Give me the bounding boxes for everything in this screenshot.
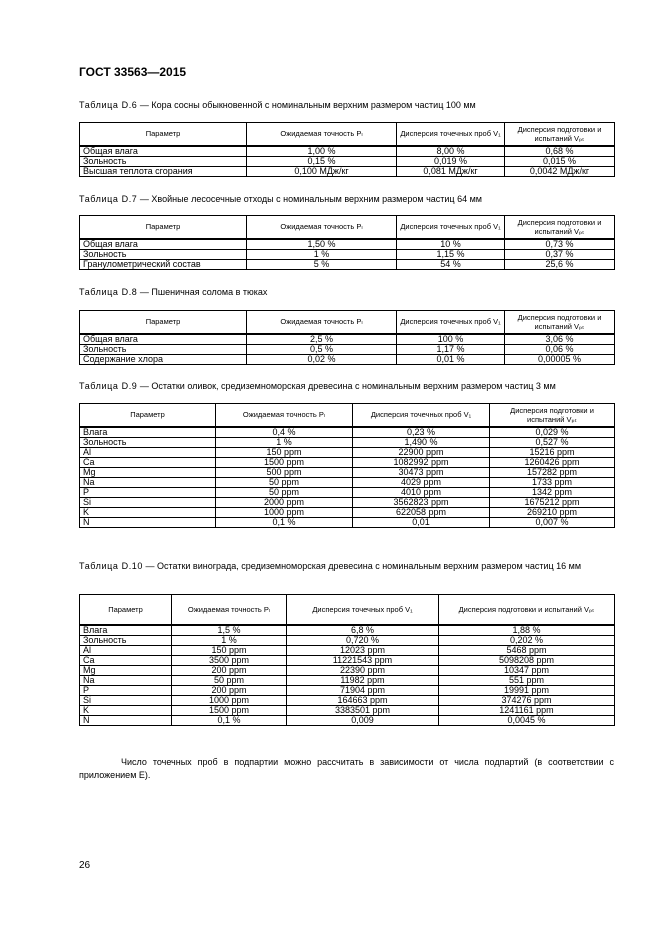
value-cell: 15216 ppm [490, 447, 615, 457]
value-cell: 1500 ppm [216, 457, 353, 467]
table-row [80, 635, 615, 645]
value-cell: 269210 ppm [490, 507, 615, 517]
parameter-cell: Si [80, 695, 172, 705]
table-d9 [79, 403, 615, 528]
table-row [80, 517, 615, 527]
parameter-cell: Влага [80, 625, 172, 636]
table-row [80, 146, 615, 157]
value-cell: 1,490 % [353, 437, 490, 447]
parameter-cell: P [80, 685, 172, 695]
table-d6 [79, 122, 615, 177]
header-cell: Параметр [80, 311, 247, 334]
header-cell: Дисперсия точечных проб V₁ [287, 595, 439, 625]
value-cell: 0,01 % [397, 354, 505, 364]
value-cell: 0,019 % [397, 156, 505, 166]
value-cell: 0,720 % [287, 635, 439, 645]
header-cell: Параметр [80, 404, 216, 427]
value-cell: 200 ppm [172, 665, 287, 675]
value-cell: 54 % [397, 259, 505, 269]
parameter-cell: N [80, 517, 216, 527]
value-cell: 11982 ppm [287, 675, 439, 685]
header-cell: Параметр [80, 216, 247, 239]
value-cell: 1260426 ppm [490, 457, 615, 467]
value-cell: 1000 ppm [216, 507, 353, 517]
table-row [80, 239, 615, 250]
header-cell: Дисперсия подготовки и испытаний Vₚₜ [439, 595, 615, 625]
value-cell: 500 ppm [216, 467, 353, 477]
parameter-cell: Ca [80, 655, 172, 665]
table-row [80, 334, 615, 345]
table-d7-title: — Хвойные лесосечные отходы с номинальным верхним размером частиц 64 мм [137, 194, 482, 204]
value-cell: 0,00005 % [505, 354, 615, 364]
value-cell: 1,50 % [247, 239, 397, 250]
header-cell: Дисперсия точечных проб V₁ [353, 404, 490, 427]
value-cell: 3562823 ppm [353, 497, 490, 507]
table-row [80, 715, 615, 725]
table-d8-label: Таблица D.8 [79, 287, 138, 297]
value-cell: 1342 ppm [490, 487, 615, 497]
value-cell: 0,37 % [505, 249, 615, 259]
value-cell: 1733 ppm [490, 477, 615, 487]
value-cell: 0,007 % [490, 517, 615, 527]
table-d9-title: — Остатки оливок, средиземноморская древесина с номинальным верхним размером частиц 3 мм [137, 381, 556, 391]
header-cell: Дисперсия подготовки и испытаний Vₚₜ [490, 404, 615, 427]
table-row [80, 625, 615, 636]
value-cell: 5098208 ppm [439, 655, 615, 665]
value-cell: 0,527 % [490, 437, 615, 447]
parameter-cell: Зольность [80, 249, 247, 259]
parameter-cell: Ca [80, 457, 216, 467]
value-cell: 0,73 % [505, 239, 615, 250]
parameter-cell: Зольность [80, 344, 247, 354]
value-cell: 2,5 % [247, 334, 397, 345]
header-cell: Ожидаемая точность Pₗ [216, 404, 353, 427]
value-cell: 11221543 ppm [287, 655, 439, 665]
table-row [80, 354, 615, 364]
header-cell: Параметр [80, 595, 172, 625]
value-cell: 200 ppm [172, 685, 287, 695]
value-cell: 0,5 % [247, 344, 397, 354]
table-d7-caption [79, 194, 482, 205]
table-row [80, 685, 615, 695]
table-d6-caption [79, 100, 476, 111]
table-row [80, 457, 615, 467]
document-header: ГОСТ 33563—2015 [79, 65, 187, 79]
header-cell: Дисперсия подготовки и испытаний Vₚₜ [505, 216, 615, 239]
table-row [80, 467, 615, 477]
value-cell: 2000 ppm [216, 497, 353, 507]
value-cell: 3,06 % [505, 334, 615, 345]
value-cell: 0,06 % [505, 344, 615, 354]
value-cell: 0,009 [287, 715, 439, 725]
header-cell: Дисперсия точечных проб V₁ [397, 216, 505, 239]
value-cell: 30473 ppm [353, 467, 490, 477]
value-cell: 1,5 % [172, 625, 287, 636]
parameter-cell: Содержание хлора [80, 354, 247, 364]
table-row [80, 249, 615, 259]
table-row [80, 705, 615, 715]
value-cell: 8,00 % [397, 146, 505, 157]
table-header-row [80, 123, 615, 146]
value-cell: 0,0042 МДж/кг [505, 166, 615, 176]
header-cell: Дисперсия точечных проб V₁ [397, 123, 505, 146]
value-cell: 0,1 % [216, 517, 353, 527]
value-cell: 150 ppm [172, 645, 287, 655]
parameter-cell: Гранулометрический состав [80, 259, 247, 269]
value-cell: 1082992 ppm [353, 457, 490, 467]
header-cell: Ожидаемая точность Pₗ [247, 216, 397, 239]
parameter-cell: Na [80, 477, 216, 487]
value-cell: 164663 ppm [287, 695, 439, 705]
value-cell: 5 % [247, 259, 397, 269]
value-cell: 1500 ppm [172, 705, 287, 715]
value-cell: 5468 ppm [439, 645, 615, 655]
value-cell: 622058 ppm [353, 507, 490, 517]
table-d6-label: Таблица D.6 [79, 100, 138, 110]
value-cell: 10 % [397, 239, 505, 250]
value-cell: 0,01 [353, 517, 490, 527]
parameter-cell: Общая влага [80, 239, 247, 250]
value-cell: 0,0045 % [439, 715, 615, 725]
table-row [80, 695, 615, 705]
table-row [80, 507, 615, 517]
parameter-cell: Общая влага [80, 146, 247, 157]
parameter-cell: N [80, 715, 172, 725]
table-d6-title: — Кора сосны обыкновенной с номинальным верхним размером частиц 100 мм [137, 100, 476, 110]
value-cell: 3500 ppm [172, 655, 287, 665]
value-cell: 1,00 % [247, 146, 397, 157]
value-cell: 0,081 МДж/кг [397, 166, 505, 176]
parameter-cell: Al [80, 447, 216, 457]
header-cell: Дисперсия подготовки и испытаний Vₚₜ [505, 311, 615, 334]
page-number: 26 [79, 860, 91, 871]
value-cell: 71904 ppm [287, 685, 439, 695]
value-cell: 0,029 % [490, 427, 615, 438]
value-cell: 0,4 % [216, 427, 353, 438]
table-row [80, 477, 615, 487]
table-row [80, 437, 615, 447]
value-cell: 1241161 ppm [439, 705, 615, 715]
table-d8 [79, 310, 615, 365]
value-cell: 0,02 % [247, 354, 397, 364]
value-cell: 1,88 % [439, 625, 615, 636]
value-cell: 1 % [216, 437, 353, 447]
table-row [80, 487, 615, 497]
value-cell: 19991 ppm [439, 685, 615, 695]
parameter-cell: Al [80, 645, 172, 655]
table-row [80, 497, 615, 507]
table-header-row [80, 595, 615, 625]
value-cell: 22900 ppm [353, 447, 490, 457]
table-row [80, 645, 615, 655]
value-cell: 1,17 % [397, 344, 505, 354]
value-cell: 0,68 % [505, 146, 615, 157]
value-cell: 12023 ppm [287, 645, 439, 655]
value-cell: 0,015 % [505, 156, 615, 166]
table-d8-title: — Пшеничная солома в тюках [137, 287, 268, 297]
parameter-cell: K [80, 705, 172, 715]
value-cell: 1 % [172, 635, 287, 645]
header-cell: Ожидаемая точность Pₗ [247, 311, 397, 334]
value-cell: 1,15 % [397, 249, 505, 259]
value-cell: 0,15 % [247, 156, 397, 166]
parameter-cell: Mg [80, 467, 216, 477]
value-cell: 25,6 % [505, 259, 615, 269]
table-row [80, 166, 615, 176]
value-cell: 0,202 % [439, 635, 615, 645]
parameter-cell: Зольность [80, 156, 247, 166]
table-d10-title: — Остатки винограда, средиземноморская древесина с номинальным верхним размером частиц 16 мм [143, 561, 582, 571]
parameter-cell: Mg [80, 665, 172, 675]
value-cell: 0,1 % [172, 715, 287, 725]
value-cell: 3383501 ppm [287, 705, 439, 715]
header-cell: Параметр [80, 123, 247, 146]
header-cell: Дисперсия точечных проб V₁ [397, 311, 505, 334]
header-cell: Ожидаемая точность Pₗ [247, 123, 397, 146]
table-d10-label: Таблица D.10 [79, 561, 143, 571]
value-cell: 6,8 % [287, 625, 439, 636]
value-cell: 150 ppm [216, 447, 353, 457]
parameter-cell: P [80, 487, 216, 497]
value-cell: 50 ppm [216, 477, 353, 487]
value-cell: 0,100 МДж/кг [247, 166, 397, 176]
value-cell: 374276 ppm [439, 695, 615, 705]
table-header-row [80, 216, 615, 239]
value-cell: 50 ppm [172, 675, 287, 685]
value-cell: 100 % [397, 334, 505, 345]
value-cell: 551 ppm [439, 675, 615, 685]
table-row [80, 259, 615, 269]
value-cell: 22390 ppm [287, 665, 439, 675]
table-d10 [79, 594, 615, 726]
value-cell: 0,23 % [353, 427, 490, 438]
table-d7-label: Таблица D.7 [79, 194, 138, 204]
value-cell: 50 ppm [216, 487, 353, 497]
table-d8-caption [79, 287, 267, 298]
parameter-cell: Na [80, 675, 172, 685]
value-cell: 4010 ppm [353, 487, 490, 497]
parameter-cell: Влага [80, 427, 216, 438]
table-row [80, 427, 615, 438]
table-row [80, 655, 615, 665]
table-row [80, 665, 615, 675]
table-row [80, 675, 615, 685]
table-d10-caption [79, 561, 614, 572]
value-cell: 10347 ppm [439, 665, 615, 675]
parameter-cell: Высшая теплота сгорания [80, 166, 247, 176]
body-paragraph: Число точечных проб в подпартии можно рассчитать в зависимости от числа подпартий (в соответствии с приложением E). [79, 757, 614, 780]
value-cell: 1 % [247, 249, 397, 259]
table-d9-caption [79, 381, 556, 392]
header-cell: Дисперсия подготовки и испытаний Vₚₜ [505, 123, 615, 146]
table-row [80, 156, 615, 166]
parameter-cell: K [80, 507, 216, 517]
parameter-cell: Зольность [80, 437, 216, 447]
value-cell: 4029 ppm [353, 477, 490, 487]
parameter-cell: Зольность [80, 635, 172, 645]
table-d7 [79, 215, 615, 270]
parameter-cell: Si [80, 497, 216, 507]
table-header-row [80, 404, 615, 427]
value-cell: 1675212 ppm [490, 497, 615, 507]
table-row [80, 344, 615, 354]
table-d9-label: Таблица D.9 [79, 381, 138, 391]
value-cell: 157282 ppm [490, 467, 615, 477]
table-header-row [80, 311, 615, 334]
header-cell: Ожидаемая точность Pₗ [172, 595, 287, 625]
table-row [80, 447, 615, 457]
parameter-cell: Общая влага [80, 334, 247, 345]
value-cell: 1000 ppm [172, 695, 287, 705]
